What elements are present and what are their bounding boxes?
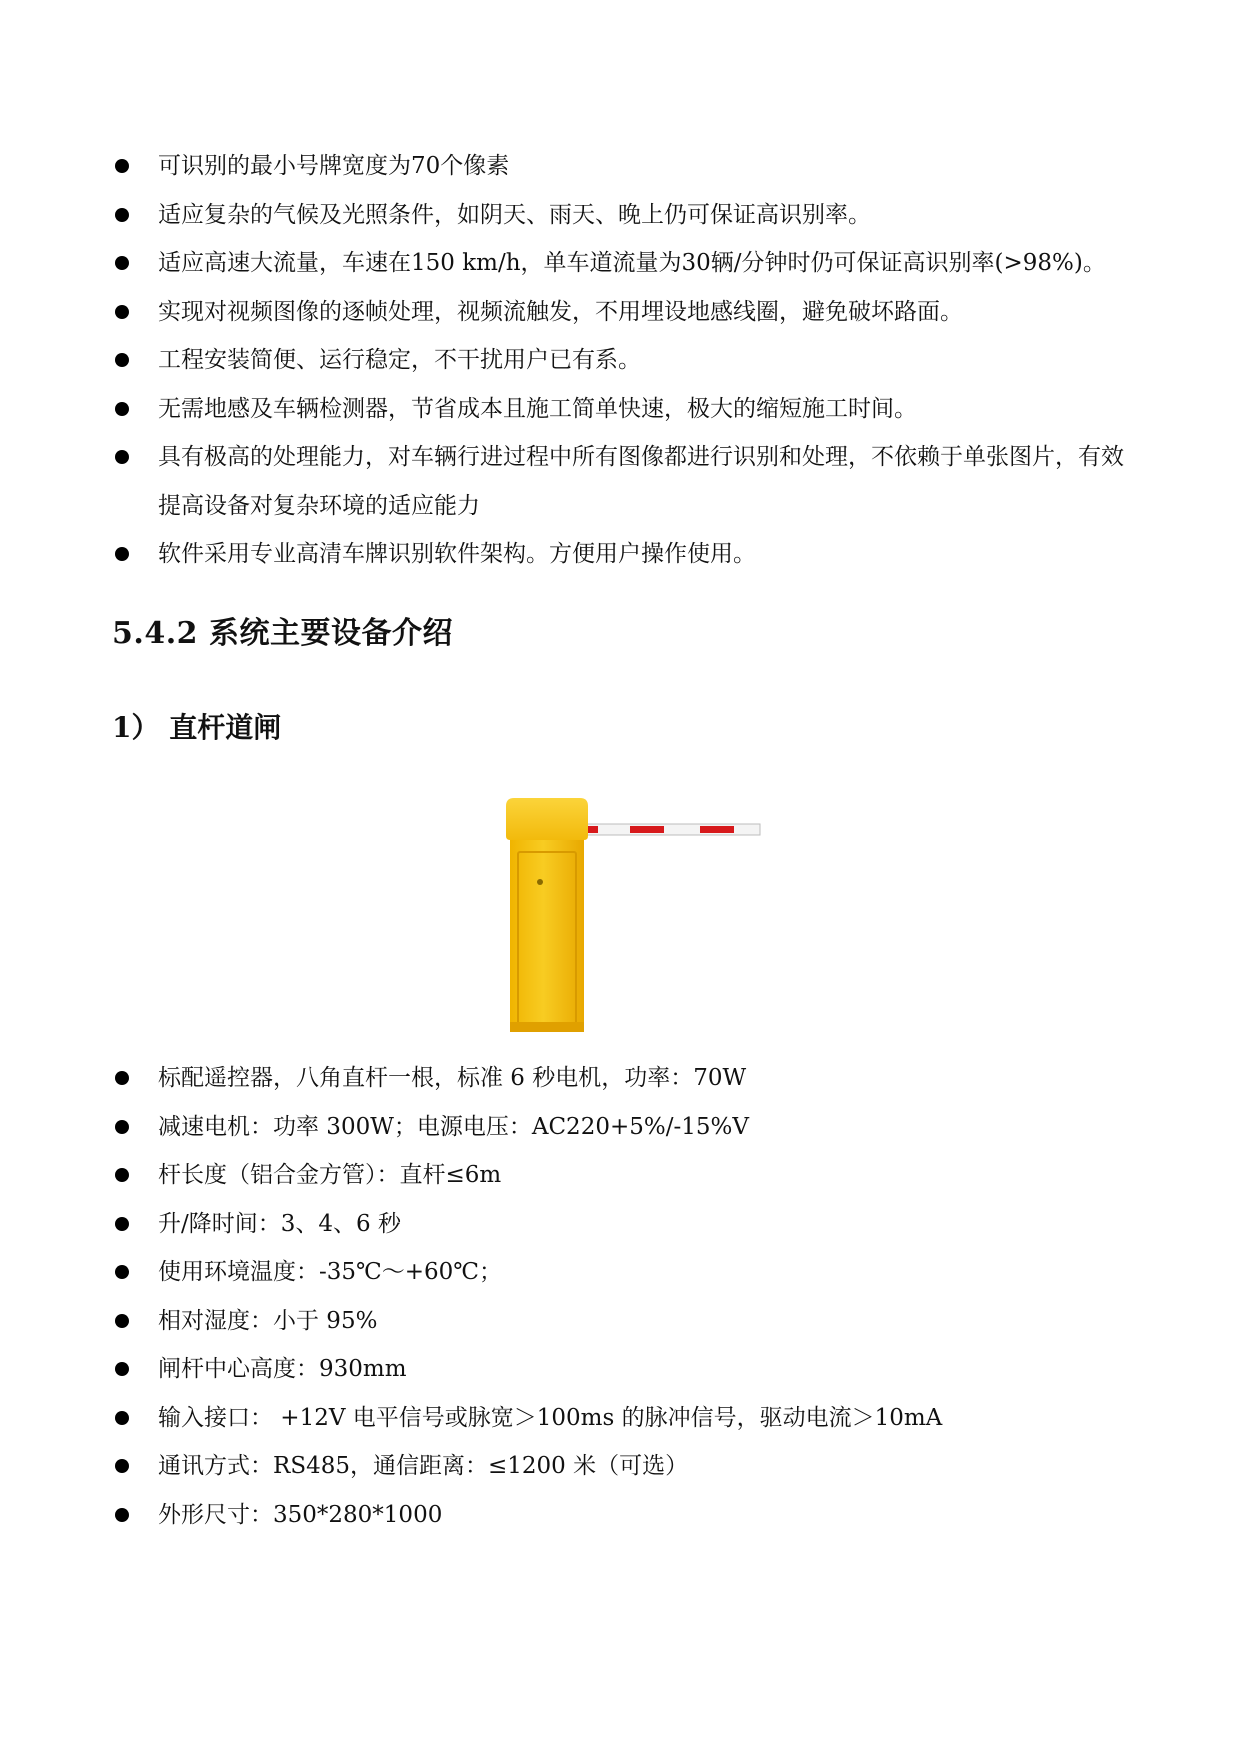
bullet-icon bbox=[115, 1120, 129, 1134]
bullet-icon bbox=[115, 1168, 129, 1182]
bullet-icon bbox=[115, 305, 129, 319]
list-item-text: 适应复杂的气候及光照条件，如阴天、雨天、晚上仍可保证高识别率。 bbox=[158, 201, 871, 228]
list-item-text: 外形尺寸：350*280*1000 bbox=[158, 1501, 443, 1528]
list-item-text: 软件采用专业高清车牌识别软件架构。方便用户操作使用。 bbox=[158, 541, 756, 567]
list-item-text: 适应高速大流量，车速在150 km/h，单车道流量为30辆/分钟时仍可保证高识别率(>98%)。 bbox=[158, 250, 1106, 276]
bullet-icon bbox=[115, 1314, 129, 1328]
list-item bbox=[110, 336, 1140, 385]
bullet-icon bbox=[115, 208, 129, 222]
bullet-icon bbox=[115, 1071, 129, 1085]
feature-list bbox=[110, 142, 1140, 579]
list-item bbox=[110, 1345, 1140, 1394]
list-item-text: 升/降时间：3、4、6 秒 bbox=[158, 1210, 401, 1237]
list-item bbox=[110, 530, 1140, 579]
bullet-icon bbox=[115, 1459, 129, 1473]
list-item bbox=[110, 1491, 1140, 1540]
spec-list bbox=[110, 1054, 1140, 1539]
subsection-heading: 1） 直杆道闸 bbox=[112, 711, 282, 744]
list-item-text: 使用环境温度：-35℃～+60℃； bbox=[158, 1259, 503, 1285]
list-item bbox=[110, 191, 1140, 240]
bullet-icon bbox=[115, 159, 129, 173]
bullet-icon bbox=[115, 1217, 129, 1231]
list-item-text: 通讯方式：RS485，通信距离：≤1200 米（可选） bbox=[158, 1453, 689, 1479]
arm-stripe bbox=[700, 826, 734, 833]
gate-cabinet bbox=[510, 832, 584, 1032]
list-item-text: 实现对视频图像的逐帧处理，视频流触发，不用埋设地感线圈，避免破坏路面。 bbox=[158, 298, 963, 325]
bullet-icon bbox=[115, 256, 129, 270]
bullet-icon bbox=[115, 402, 129, 416]
list-item-text: 具有极高的处理能力，对车辆行进过程中所有图像都进行识别和处理，不依赖于单张图片，有效提高设备对复杂环境的适应能力 bbox=[158, 444, 1124, 519]
arm-stripe bbox=[630, 826, 664, 833]
bullet-icon bbox=[115, 1265, 129, 1279]
list-item bbox=[110, 1200, 1140, 1249]
bullet-icon bbox=[115, 450, 129, 464]
list-item bbox=[110, 1394, 1140, 1443]
bullet-icon bbox=[115, 1411, 129, 1425]
list-item bbox=[110, 385, 1140, 434]
list-item bbox=[110, 239, 1140, 288]
list-item-text: 工程安装简便、运行稳定，不干扰用户已有系。 bbox=[158, 347, 641, 373]
list-item bbox=[110, 1442, 1140, 1491]
list-item bbox=[110, 433, 1140, 530]
list-item bbox=[110, 1054, 1140, 1103]
bullet-icon bbox=[115, 1362, 129, 1376]
barrier-gate-photo bbox=[496, 796, 826, 1036]
bullet-icon bbox=[115, 547, 129, 561]
list-item-text: 相对湿度：小于 95% bbox=[158, 1307, 378, 1334]
list-item bbox=[110, 1248, 1140, 1297]
list-item-text: 无需地感及车辆检测器，节省成本且施工简单快速，极大的缩短施工时间。 bbox=[158, 395, 917, 422]
lock-icon bbox=[537, 879, 543, 885]
list-item-text: 可识别的最小号牌宽度为70个像素 bbox=[158, 153, 510, 179]
list-item bbox=[110, 1103, 1140, 1152]
list-item bbox=[110, 142, 1140, 191]
list-item bbox=[110, 1151, 1140, 1200]
section-heading: 5.4.2 系统主要设备介绍 bbox=[112, 616, 453, 651]
list-item bbox=[110, 1297, 1140, 1346]
list-item bbox=[110, 288, 1140, 337]
list-item-text: 杆长度（铝合金方管）：直杆≤6m bbox=[158, 1162, 502, 1188]
gate-base bbox=[510, 1022, 584, 1032]
list-item-text: 减速电机：功率 300W；电源电压：AC220+5%/-15%V bbox=[158, 1113, 749, 1140]
list-item-text: 标配遥控器，八角直杆一根，标准 6 秒电机，功率：70W bbox=[158, 1065, 747, 1091]
list-item-text: 输入接口： +12V 电平信号或脉宽＞100ms 的脉冲信号，驱动电流＞10mA bbox=[158, 1404, 943, 1431]
gate-cap bbox=[506, 798, 588, 840]
bullet-icon bbox=[115, 1508, 129, 1522]
list-item-text: 闸杆中心高度：930mm bbox=[158, 1356, 407, 1382]
bullet-icon bbox=[115, 353, 129, 367]
